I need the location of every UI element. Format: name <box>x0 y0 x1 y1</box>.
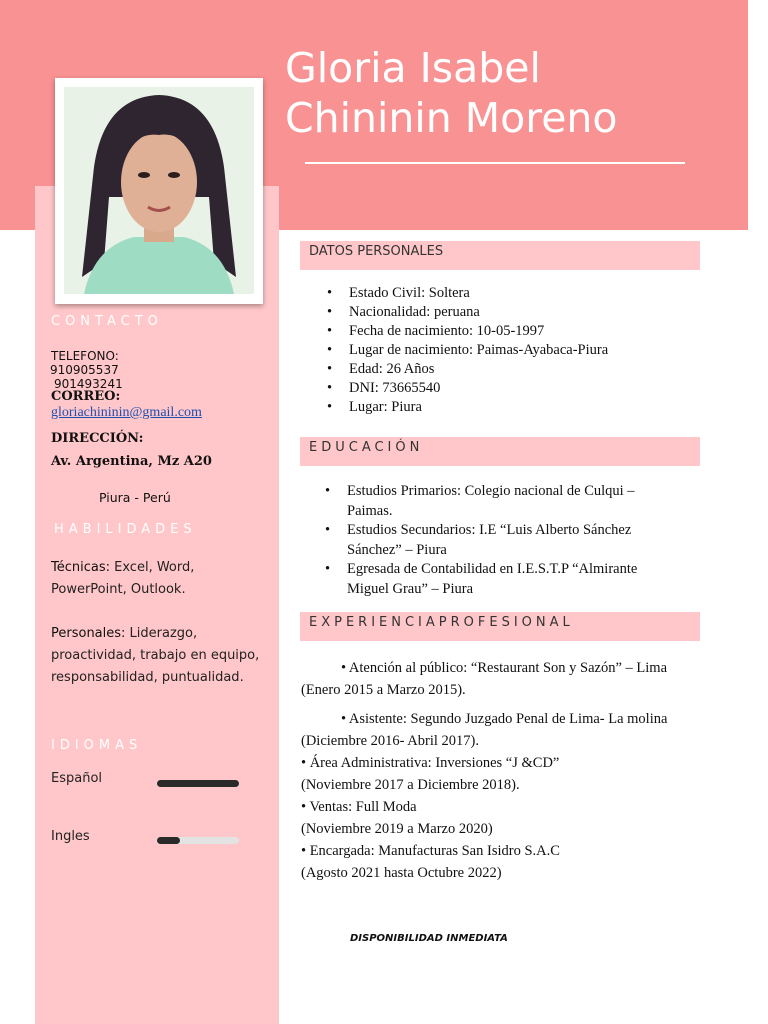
experiencia-item-3-title: • Área Administrativa: Inversiones “J &CD” <box>301 755 560 771</box>
experiencia-item-1-dates: (Enero 2015 a Marzo 2015). <box>301 682 466 698</box>
contacto-heading: CONTACTO <box>51 314 163 329</box>
idioma-bar-espanol <box>157 780 239 787</box>
educacion-heading: EDUCACIÓN <box>300 437 700 466</box>
list-item: • Estado Civil: Soltera <box>327 284 697 303</box>
experiencia-item-2 <box>301 708 701 884</box>
idioma-bar-ingles <box>157 837 239 844</box>
experiencia-item-2-title: • Asistente: Segundo Juzgado Penal de Lima- La molina <box>341 711 668 727</box>
list-item: • Nacionalidad: peruana <box>327 303 697 322</box>
list-item: • Lugar: Piura <box>327 398 697 417</box>
experiencia-heading: EXPERIENCIAPROFESIONAL <box>300 612 700 641</box>
personales-label: Personales: <box>51 626 126 641</box>
list-item: • Estudios Secundarios: I.E “Luis Alberto Sánchez Sánchez” – Piura <box>325 521 670 560</box>
ciudad: Piura - Perú <box>99 490 171 505</box>
idioma-label-ingles: Ingles <box>51 829 90 844</box>
telefono-1: 910905537 <box>50 363 119 377</box>
idiomas-heading: IDIOMAS <box>51 738 143 753</box>
idioma-bar-fill-ingles <box>157 837 180 844</box>
list-item: • Fecha de nacimiento: 10-05-1997 <box>327 322 697 341</box>
experiencia-item-2-dates: (Diciembre 2016- Abril 2017). <box>301 733 479 749</box>
experiencia-item-1-title: • Atención al público: “Restaurant Son y Sazón” – Lima <box>341 660 668 676</box>
profile-photo <box>64 87 254 294</box>
tecnicas-value: Excel, Word, PowerPoint, Outlook. <box>51 560 195 597</box>
direccion-label: DIRECCIÓN: <box>51 431 144 446</box>
profile-photo-frame <box>55 78 263 304</box>
email-link[interactable]: gloriachininin@gmail.com <box>51 405 202 420</box>
name-divider <box>305 162 685 164</box>
direccion-value: Av. Argentina, Mz A20 <box>51 454 212 469</box>
telefono-2: 901493241 <box>54 377 123 391</box>
idioma-bar-fill-espanol <box>157 780 239 787</box>
disponibilidad-note: DISPONIBILIDAD INMEDIATA <box>350 933 508 944</box>
list-item: • Egresada de Contabilidad en I.E.S.T.P “Almirante Miguel Grau” – Piura <box>325 560 670 599</box>
idioma-label-espanol: Español <box>51 771 103 786</box>
habilidades-personales <box>51 623 271 689</box>
experiencia-item-5-dates: (Agosto 2021 hasta Octubre 2022) <box>301 865 502 881</box>
experiencia-item-3-dates: (Noviembre 2017 a Diciembre 2018). <box>301 777 520 793</box>
habilidades-heading: HABILIDADES <box>54 522 197 537</box>
datos-personales-heading: DATOS PERSONALES <box>300 241 700 270</box>
list-item: • Lugar de nacimiento: Paimas-Ayabaca-Piura <box>327 341 697 360</box>
experiencia-item-5-title: • Encargada: Manufacturas San Isidro S.A.C <box>301 843 560 859</box>
experiencia-item-4-dates: (Noviembre 2019 a Marzo 2020) <box>301 821 493 837</box>
list-item: • DNI: 73665540 <box>327 379 697 398</box>
personales-value: Liderazgo, proactividad, trabajo en equipo, responsabilidad, puntualidad. <box>51 626 260 685</box>
datos-personales-list <box>327 284 697 417</box>
educacion-list <box>325 482 670 599</box>
habilidades-tecnicas <box>51 557 266 601</box>
telefono-label: TELEFONO: <box>51 349 119 363</box>
name-line-2: Chininin Moreno <box>285 94 618 142</box>
experiencia-item-4-title: • Ventas: Full Moda <box>301 799 417 815</box>
experiencia-item-1 <box>301 657 701 701</box>
sidebar <box>35 186 279 1024</box>
list-item: • Edad: 26 Años <box>327 360 697 379</box>
correo-label: CORREO: <box>51 389 121 404</box>
tecnicas-label: Técnicas: <box>51 560 110 575</box>
name-line-1: Gloria Isabel <box>285 44 541 92</box>
full-name <box>285 43 617 143</box>
list-item: • Estudios Primarios: Colegio nacional de Culqui – Paimas. <box>325 482 670 521</box>
